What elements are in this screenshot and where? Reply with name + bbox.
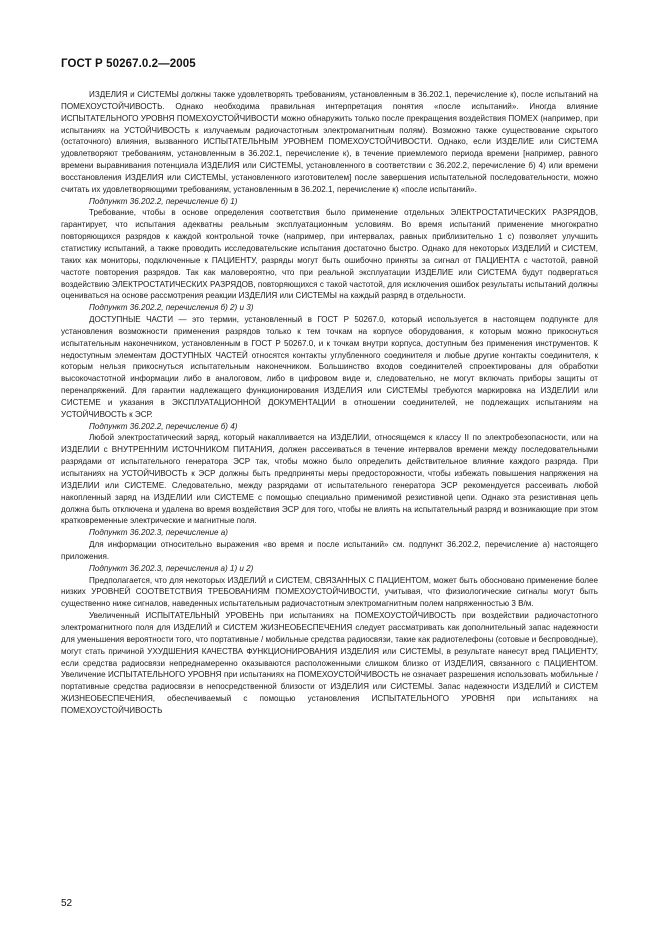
document-header: ГОСТ Р 50267.0.2—2005 <box>61 58 196 70</box>
document-body <box>61 89 598 717</box>
body-paragraph: Для информации относительно выражения «во время и после испытаний» см. подпункт 36.202.2, перечисление а) настоящего приложения. <box>61 540 598 561</box>
subclause-heading: Подпункт 36.202.2, перечисление б) 1) <box>89 196 238 206</box>
body-paragraph: ИЗДЕЛИЯ и СИСТЕМЫ должны также удовлетворять требованиям, установленным в 36.202.1, перечисление к), после испытаний на ПОМЕХОУСТОЙЧИВОСТЬ. Однако необходима правильная интерпретация понятия «после испытаний». Иногда влияние ИСПЫТАТЕЛЬНОГО УРОВНЯ ПОМЕХОУСТОЙЧИВОСТИ можно обнаружить только после прекращения воздействия ПОМЕХ (например, при испытаниях на УСТОЙЧИВОСТЬ к излучаемым радиочастотным электромагнитным полям). Возможно также существование скрытого (остаточного) влияния, вызванного ИСПЫТАТЕЛЬНЫМ УРОВНЕМ ПОМЕХОУСТОЙЧИВОСТИ. Однако, если ИЗДЕЛИЕ или СИСТЕМА удовлетворяют требованиям, установленным в 36.202.1, перечисление к), в течение приемлемого периода времени [например, равного времени выравнивания потенциала ИЗДЕЛИЯ или СИСТЕМЫ, установленного в соответствии с 36.202.2, перечисление б) 4) или времени восстановления ИЗДЕЛИЯ или СИСТЕМЫ, установленного изготовителем] после завершения испытательной последовательности, можно считать их удовлетворяющими требованиям, установленным в 36.202.1, перечисление к) «после испытаний». <box>61 90 598 194</box>
subclause-heading: Подпункт 36.202.3, перечисление а) <box>89 528 228 538</box>
subclause-heading: Подпункт 36.202.2, перечисления б) 2) и 3) <box>89 303 254 313</box>
page-number: 52 <box>61 898 73 909</box>
body-paragraph: Любой электростатический заряд, который накапливается на ИЗДЕЛИИ, относящемся к классу II по электробезопасности, или на ИЗДЕЛИИ с ВНУТРЕННИМ ИСТОЧНИКОМ ПИТАНИЯ, должен рассеиваться в течение интервалов времени между последовательными разрядами от испытательного генератора ЭСР так, чтобы можно было определить действительное влияние каждого разряда. При испытаниях на УСТОЙЧИВОСТЬ к ЭСР должны быть предприняты меры предосторожности, чтобы избежать повышения напряжения на ИЗДЕЛИИ или СИСТЕМЕ. Следовательно, между разрядами от испытательного генератора ЭСР рекомендуется рассеивать любой накопленный заряд на ИЗДЕЛИИ или СИСТЕМЕ с помощью специально применимой резистивной цепи. Однако эта резистивная цепь должна быть отключена и удалена во время воздействия ЭСР для того, чтобы не влиять на испытательный разряд и возникающие при этом кратковременные электрические и магнитные поля. <box>61 433 598 526</box>
subclause-heading: Подпункт 36.202.2, перечисление б) 4) <box>89 421 238 431</box>
subclause-heading: Подпункт 36.202.3, перечисления а) 1) и 2) <box>89 563 254 573</box>
body-paragraph: Требование, чтобы в основе определения соответствия было применение отдельных ЭЛЕКТРОСТАТИЧЕСКИХ РАЗРЯДОВ, гарантирует, что испытания адекватны реальным эксплуатационным условиям. Во время испытаний применение многократно повторяющихся разрядов к каждой контрольной точке (например, при интервалах, равных приблизительно 1 с) позволяет улучшить статистику испытаний, а также проводить исследовательские испытания достаточно быстро. Однако для некоторых ИЗДЕЛИЙ и СИСТЕМ, таких как мониторы, подключенные к ПАЦИЕНТУ, разряды могут быть ошибочно приняты за сигнал от ПАЦИЕНТА с частотой, равной частоте повторения разрядов. Так как маловероятно, что при реальной эксплуатации ИЗДЕЛИЕ или СИСТЕМА будут подвергаться воздействию ЭЛЕКТРОСТАТИЧЕСКИХ РАЗРЯДОВ, повторяющихся с такой частотой, для исключения ошибок результаты испытаний должны оцениваться на основе рассмотрения реакции ИЗДЕЛИЯ или СИСТЕМЫ на каждый разряд в отдельности. <box>61 208 598 301</box>
body-paragraph: Увеличенный ИСПЫТАТЕЛЬНЫЙ УРОВЕНЬ при испытаниях на ПОМЕХОУСТОЙЧИВОСТЬ при воздействии радиочастотного электромагнитного поля для ИЗДЕЛИЙ и СИСТЕМ ЖИЗНЕОБЕСПЕЧЕНИЯ следует рассматривать как дополнительный запас надежности для уменьшения вероятности того, что портативные / мобильные средства радиосвязи, такие как радиотелефоны (сотовые и беспроводные), могут стать причиной УХУДШЕНИЯ КАЧЕСТВА ФУНКЦИОНИРОВАНИЯ ИЗДЕЛИЯ или СИСТЕМЫ, в результате нанесут вред ПАЦИЕНТУ, если средства радиосвязи непреднамеренно оказываются расположенными слишком близко от ИЗДЕЛИЯ, связанного с ПАЦИЕНТОМ. Увеличение ИСПЫТАТЕЛЬНОГО УРОВНЯ при испытаниях на ПОМЕХОУСТОЙЧИВОСТЬ не означает разрешения использовать мобильные / портативные средства радиосвязи в непосредственной близости от ИЗДЕЛИЯ или СИСТЕМЫ. Запас надежности ИЗДЕЛИЙ и СИСТЕМ ЖИЗНЕОБЕСПЕЧЕНИЯ, обеспечиваемый с помощью установления ИСПЫТАТЕЛЬНОГО УРОВНЯ при испытаниях на ПОМЕХОУСТОЙЧИВОСТЬ <box>61 611 598 715</box>
body-paragraph: ДОСТУПНЫЕ ЧАСТИ — это термин, установленный в ГОСТ Р 50267.0, который используется в настоящем подпункте для установления возможности применения разрядов только к тем точкам на корпусе оборудования, к которым можно прикоснуться испытательным наконечником, установленным в ГОСТ Р 50267.0, и к точкам внутри корпуса, доступным без применения инструментов. К недоступным элементам ДОСТУПНЫХ ЧАСТЕЙ относятся контакты углубленного соединителя и любые другие контакты соединителя, к которым нельзя прикоснуться испытательным наконечником. Большинство входов соединителей спроектированы для обработки высокочастотной информации либо в аналоговом, либо в цифровом виде и, следовательно, не могут включать приборы защиты от перенапряжений. Для гарантии надлежащего функционирования ИЗДЕЛИЯ или СИСТЕМЫ требуются маркировка на ИЗДЕЛИИ или СИСТЕМЕ и указания в ЭКСПЛУАТАЦИОННОЙ ДОКУМЕНТАЦИИ в отношении соединителей, не подлежащих испытаниям на УСТОЙЧИВОСТЬ к ЭСР. <box>61 315 598 419</box>
body-paragraph: Предполагается, что для некоторых ИЗДЕЛИЙ и СИСТЕМ, СВЯЗАННЫХ С ПАЦИЕНТОМ, может быть обосновано применение более низких УРОВНЕЙ СООТВЕТСТВИЯ ТРЕБОВАНИЯМ ПОМЕХОУСТОЙЧИВОСТИ, учитывая, что физиологические сигналы могут быть существенно ниже сигналов, наведенных испытательным радиочастотным электромагнитным полем напряженностью 3 В/м. <box>61 575 598 609</box>
